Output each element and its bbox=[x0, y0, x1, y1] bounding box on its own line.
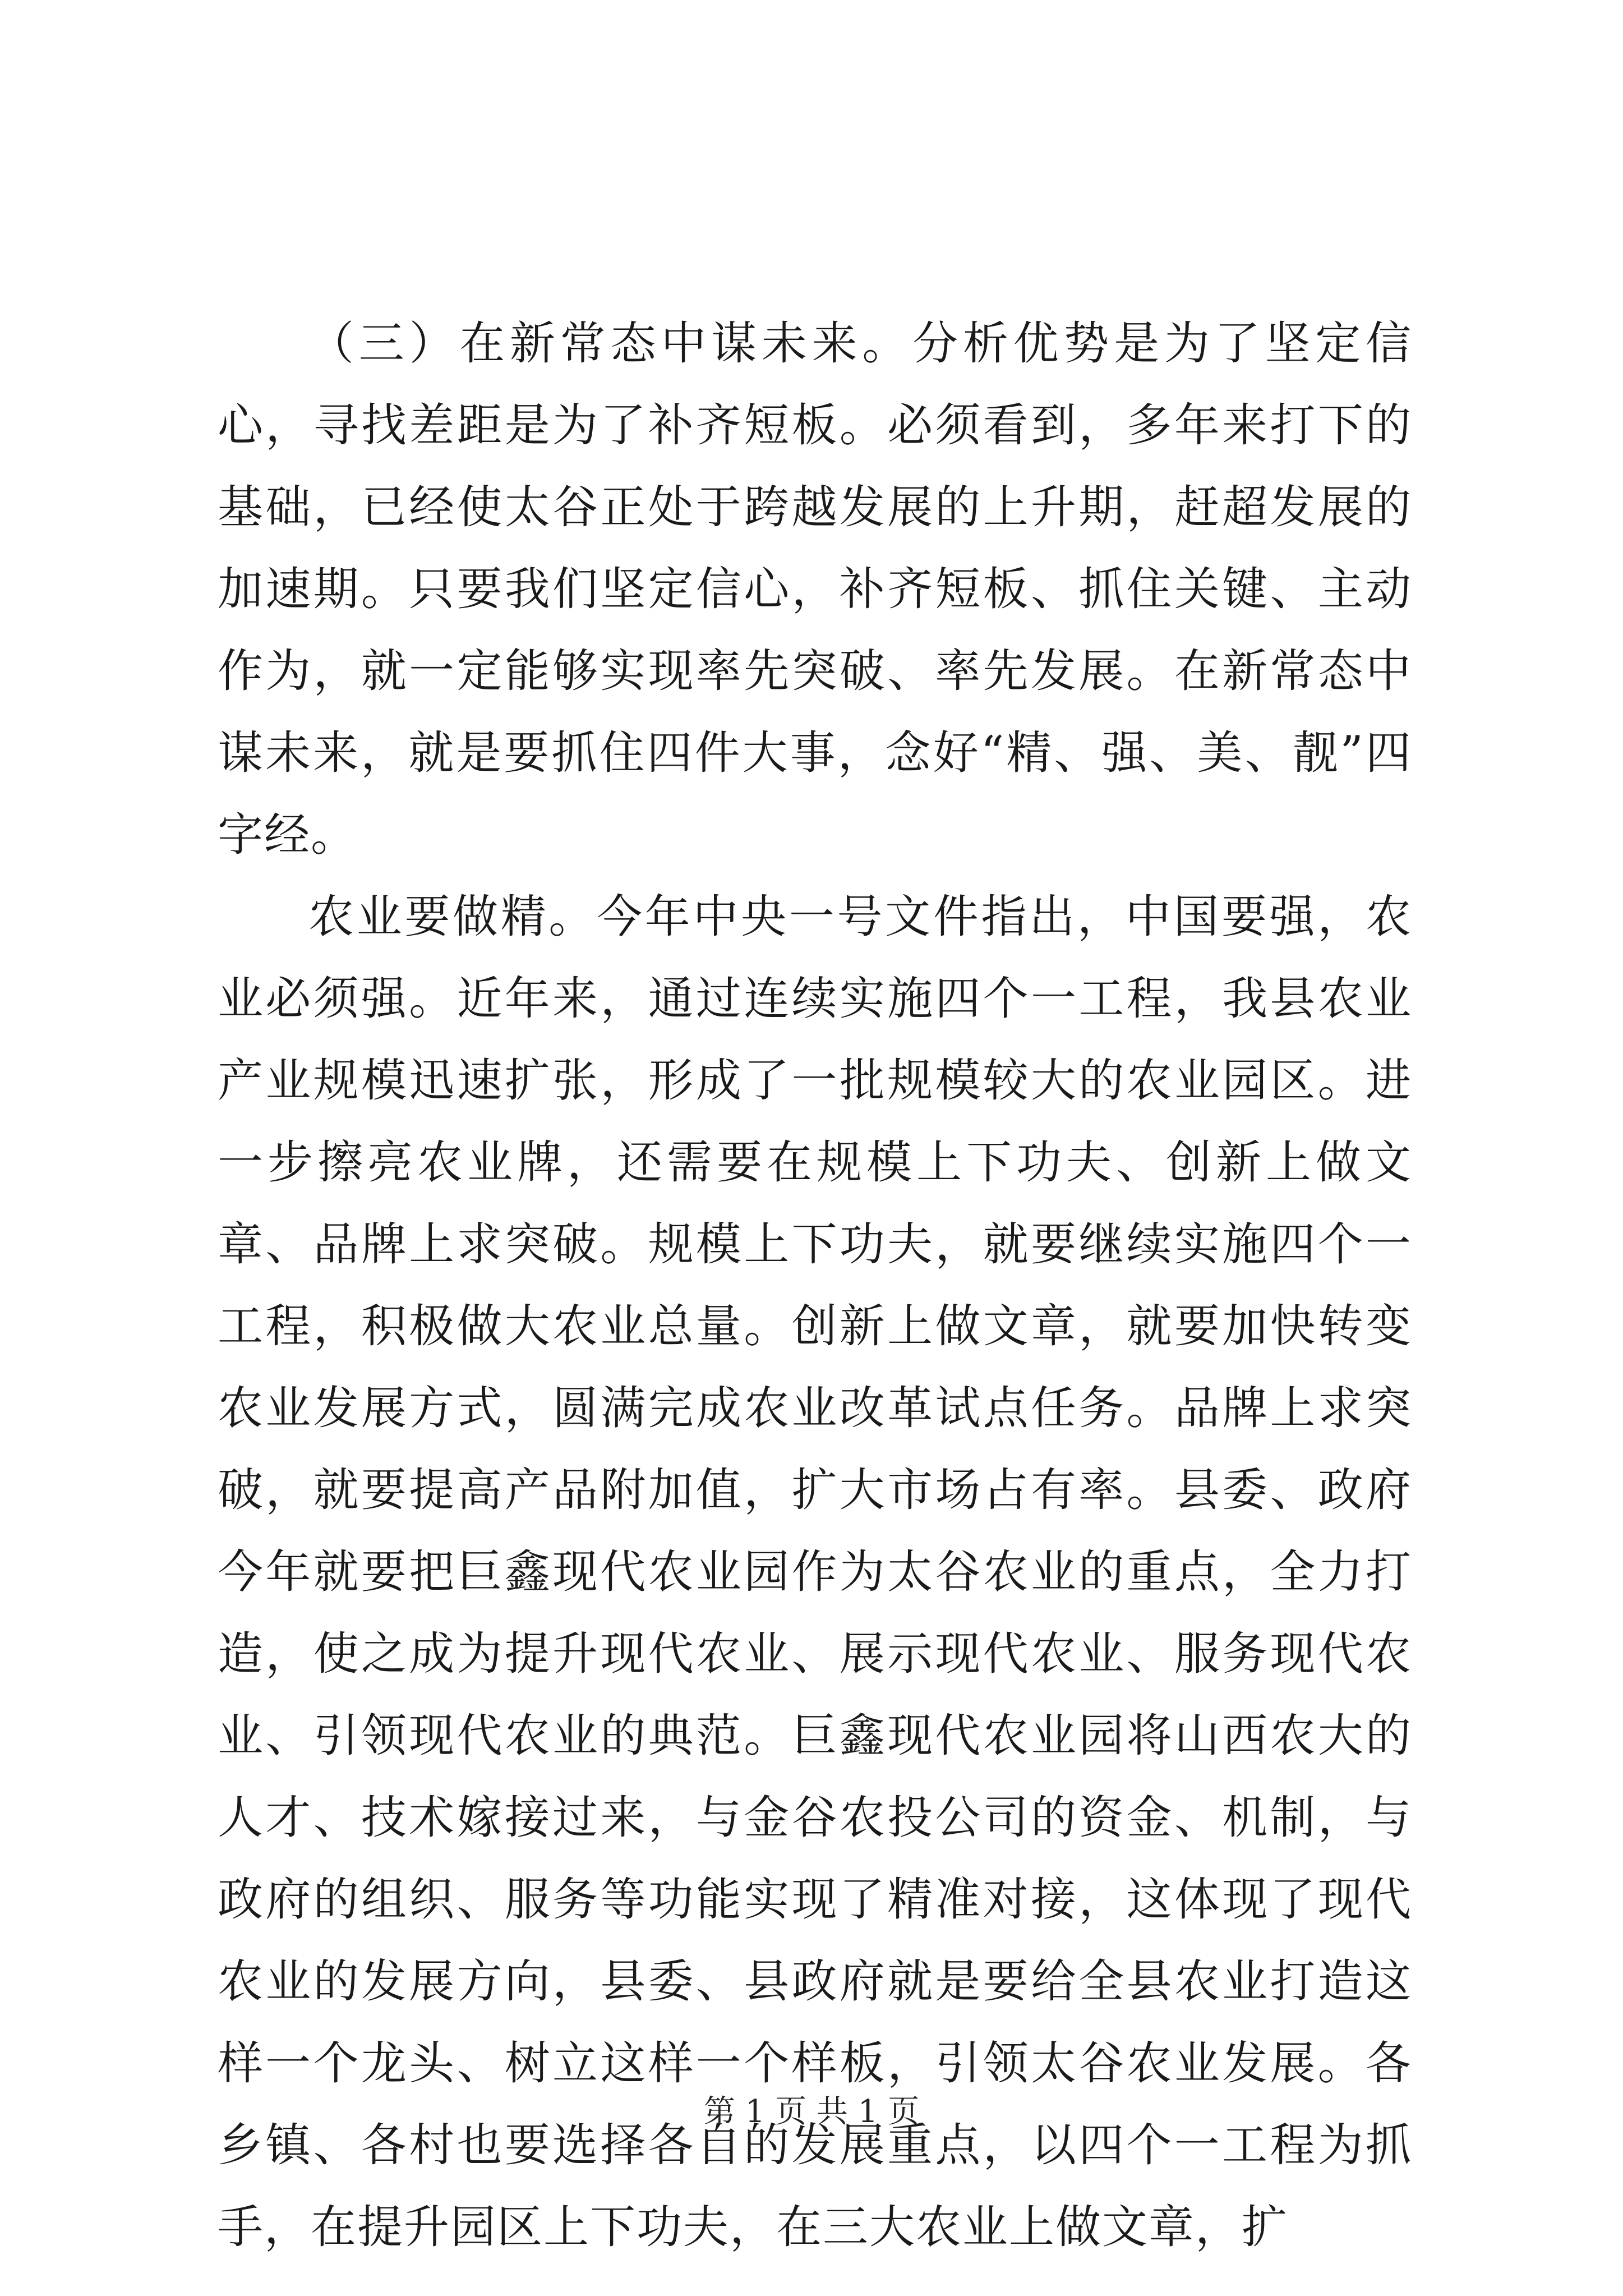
paragraph-1: （三）在新常态中谋未来。分析优势是为了坚定信心，寻找差距是为了补齐短板。必须看到，多年来打下的基础，已经使太谷正处于跨越发展的上升期，赶超发展的加速期。只要我们坚定信心，补齐短板、抓住关键、主动作为，就一定能够实现率先突破、率先发展。在新常态中谋未来，就是要抓住四件大事，念好“精、强、美、靓”四字经。 bbox=[218, 318, 1412, 862]
body-text bbox=[218, 303, 1412, 2269]
paragraph-2: 农业要做精。今年中央一号文件指出，中国要强，农业必须强。近年来，通过连续实施四个一工程，我县农业产业规模迅速扩张，形成了一批规模较大的农业园区。进一步擦亮农业牌，还需要在规模上下功夫、创新上做文章、品牌上求突破。规模上下功夫，就要继续实施四个一工程，积极做大农业总量。创新上做文章，就要加快转变农业发展方式，圆满完成农业改革试点任务。品牌上求突破，就要提高产品附加值，扩大市场占有率。县委、政府今年就要把巨鑫现代农业园作为太谷农业的重点，全力打造，使之成为提升现代农业、展示现代农业、服务现代农业、引领现代农业的典范。巨鑫现代农业园将山西农大的人才、技术嫁接过来，与金谷农投公司的资金、机制，与政府的组织、服务等功能实现了精准对接，这体现了现代农业的发展方向，县委、县政府就是要给全县农业打造这样一个龙头、树立这样一个样板，引领太谷农业发展。各乡镇、各村也要选择各自的发展重点，以四个一工程为抓手，在提升园区上下功夫，在三大农业上做文章，扩 bbox=[218, 891, 1412, 2254]
page-number-footer: 第 1 页 共 1 页 bbox=[703, 2093, 920, 2130]
